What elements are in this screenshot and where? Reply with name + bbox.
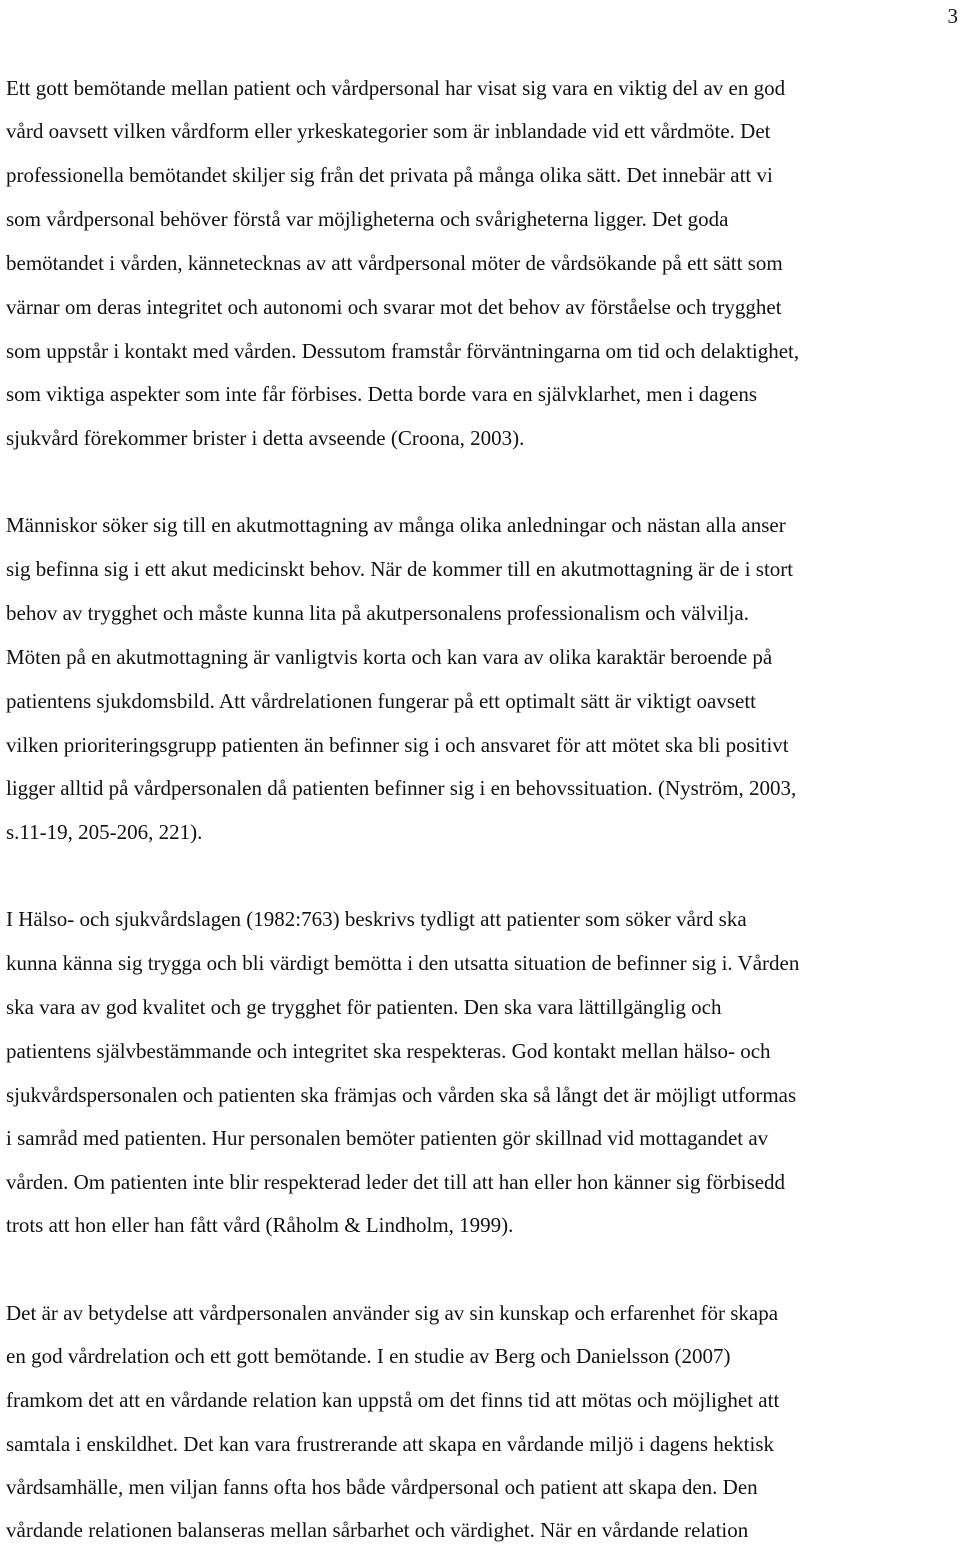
text-line: ligger alltid på vårdpersonalen då patienten befinner sig i en behovssituation. (Nyström, 2003,: [6, 776, 797, 800]
text-line: sjukvård förekommer brister i detta avseende (Croona, 2003).: [6, 426, 525, 450]
text-line: patientens självbestämmande och integritet ska respekteras. God kontakt mellan hälso- och: [6, 1039, 771, 1063]
text-line: Det är av betydelse att vårdpersonalen använder sig av sin kunskap och erfarenhet för skapa: [6, 1301, 779, 1325]
text-line: värnar om deras integritet och autonomi och svarar mot det behov av förståelse och trygghet: [6, 295, 782, 319]
text-line: sig befinna sig i ett akut medicinskt behov. När de kommer till en akutmottagning är de i stort: [6, 557, 794, 581]
text-line: vårdsamhälle, men viljan fanns ofta hos både vårdpersonal och patient att skapa den. Den: [6, 1475, 758, 1499]
text-line: vården. Om patienten inte blir respekterad leder det till att han eller hon känner sig förbisedd: [6, 1170, 786, 1194]
text-line: sjukvårdspersonalen och patienten ska främjas och vården ska så långt det är möjligt utformas: [6, 1083, 797, 1107]
text-line: vård oavsett vilken vårdform eller yrkeskategorier som är inblandade vid ett vårdmöte. Det: [6, 119, 771, 143]
text-line: som uppstår i kontakt med vården. Dessutom framstår förväntningarna om tid och delaktighet,: [6, 339, 800, 363]
text-line: Ett gott bemötande mellan patient och vårdpersonal har visat sig vara en viktig del av en god: [6, 76, 786, 100]
text-line: bemötandet i vården, kännetecknas av att vårdpersonal möter de vårdsökande på ett sätt som: [6, 251, 783, 275]
text-line: ska vara av god kvalitet och ge trygghet för patienten. Den ska vara lättillgänglig och: [6, 995, 722, 1019]
text-line: trots att hon eller han fått vård (Råholm & Lindholm, 1999).: [6, 1213, 514, 1237]
text-line: vårdande relationen balanseras mellan sårbarhet och värdighet. När en vårdande relation: [6, 1518, 749, 1542]
text-line: patientens sjukdomsbild. Att vårdrelationen fungerar på ett optimalt sätt är viktigt oavsett: [6, 689, 756, 713]
text-line: I Hälso- och sjukvårdslagen (1982:763) beskrivs tydligt att patienter som söker vård ska: [6, 907, 747, 931]
text-line: behov av trygghet och måste kunna lita på akutpersonalens professionalism och välvilja.: [6, 601, 749, 625]
text-line: framkom det att en vårdande relation kan uppstå om det finns tid att mötas och möjlighet att: [6, 1388, 780, 1412]
text-line: samtala i enskildhet. Det kan vara frustrerande att skapa en vårdande miljö i dagens hektisk: [6, 1432, 774, 1456]
text-line: Möten på en akutmottagning är vanligtvis korta och kan vara av olika karaktär beroende på: [6, 645, 773, 669]
text-line: kunna känna sig trygga och bli värdigt bemötta i den utsatta situation de befinner sig i. Vården: [6, 951, 800, 975]
text-line: som viktiga aspekter som inte får förbises. Detta borde vara en självklarhet, men i dagens: [6, 382, 758, 406]
text-line: Människor söker sig till en akutmottagning av många olika anledningar och nästan alla anser: [6, 513, 786, 537]
text-line: som vårdpersonal behöver förstå var möjligheterna och svårigheterna ligger. Det goda: [6, 207, 729, 231]
page-number: 3: [947, 4, 958, 28]
text-line: s.11-19, 205-206, 221).: [6, 820, 203, 844]
text-line: vilken prioriteringsgrupp patienten än befinner sig i och ansvaret för att mötet ska bli positivt: [6, 733, 789, 757]
text-line: en god vårdrelation och ett gott bemötande. I en studie av Berg och Danielsson (2007): [6, 1344, 731, 1368]
text-line: i samråd med patienten. Hur personalen bemöter patienten gör skillnad vid mottagandet av: [6, 1126, 769, 1150]
text-line: professionella bemötandet skiljer sig från det privata på många olika sätt. Det innebär att vi: [6, 163, 773, 187]
